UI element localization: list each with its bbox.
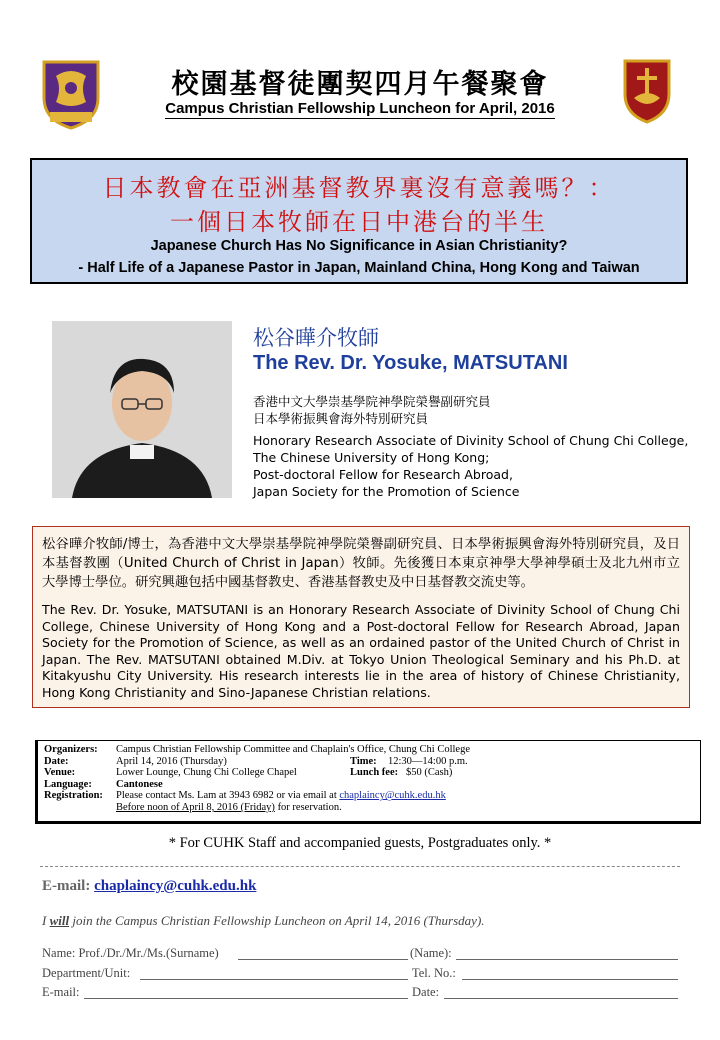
venue-value: Lower Lounge, Chung Chi College Chapel	[116, 767, 297, 779]
talk-title-en-line2: - Half Life of a Japanese Pastor in Japan, Mainland China, Hong Kong and Taiwan	[78, 260, 640, 276]
form-row-department	[42, 966, 682, 983]
registration-text: Please contact Ms. Lam at 3943 6982 or via email at	[116, 790, 337, 802]
deadline-date: Before noon of April 8, 2016 (Friday)	[116, 802, 275, 813]
talk-title-en-line1: Japanese Church Has No Significance in Asian Christianity?	[150, 238, 568, 254]
given-name-label: (Name):	[410, 946, 452, 960]
affiliation-line: The Chinese University of Hong Kong;	[253, 450, 490, 465]
department-label: Department/Unit:	[42, 966, 131, 980]
reply-email-link[interactable]: chaplaincy@cuhk.edu.hk	[94, 878, 257, 894]
deadline-value	[116, 802, 342, 814]
organizers-row	[44, 744, 471, 756]
date-field[interactable]	[444, 985, 678, 999]
date-field-label: Date:	[412, 985, 440, 999]
organizers-label: Organizers:	[44, 744, 98, 755]
affiliation-line: 香港中文大學崇基學院神學院榮譽副研究員	[253, 394, 491, 409]
reply-email-label: E-mail:	[42, 878, 91, 894]
department-field[interactable]	[140, 966, 408, 980]
email-field[interactable]	[84, 985, 408, 999]
bio-chinese: 松谷曄介牧師/博士，為香港中文大學崇基學院神學院榮譽副研究員、日本學術振興會海外特別研究員，及日本基督教團（United Church of Christ in Japan）牧師。先後獲日本東京神學大學神學碩士及北九州市立大學博士學位。研究興趣包括中國基督教史、香港基督教史及中日基督教交流史等。	[42, 537, 680, 590]
venue-label: Venue:	[44, 767, 76, 779]
registration-email-link[interactable]: chaplaincy@cuhk.edu.hk	[339, 790, 446, 802]
affiliation-line: Japan Society for the Promotion of Science	[253, 484, 520, 499]
speaker-affiliation-en	[253, 432, 688, 500]
affiliation-line: Post-doctoral Fellow for Research Abroad,	[253, 467, 513, 482]
chung-chi-crest-logo	[622, 58, 672, 124]
event-details-box	[35, 740, 701, 824]
deadline-suffix: for reservation.	[277, 802, 342, 813]
rsvp-pre: I	[42, 913, 50, 928]
tel-label: Tel. No.:	[412, 966, 456, 980]
talk-title-box	[30, 158, 688, 284]
lunch-fee-label: Lunch fee:	[350, 767, 399, 779]
email-field-label: E-mail:	[42, 985, 80, 999]
speaker-photo	[52, 321, 232, 498]
venue-row	[44, 767, 684, 779]
cuhk-crest-logo	[40, 58, 102, 130]
lunch-fee-value: $50 (Cash)	[406, 767, 453, 779]
organizers-value: Campus Christian Fellowship Committee and Chaplain's Office, Chung Chi College	[116, 744, 471, 755]
speaker-affiliation-zh	[253, 393, 491, 427]
registration-value	[116, 790, 446, 802]
registration-row	[44, 790, 446, 802]
surname-field[interactable]	[238, 946, 408, 960]
bio-english: The Rev. Dr. Yosuke, MATSUTANI is an Honorary Research Associate of Divinity School of Chung Chi College, Chinese University of Hong Kong and a Post-doctoral Fellow for Research Abroad, Japan Society for the Promotion of Science, as well as an ordained pastor of the United Church of Christ in Japan. The Rev. MATSUTANI obtained M.Div. at Tokyo Union Theological Seminary and his Ph.D. at Kitakyushu City University. His research interests lie in the area of history of Chinese Christianity, Hong Kong Christianity and Sino-Japanese Christian relations.	[42, 602, 680, 700]
language-row	[44, 778, 163, 791]
form-row-name	[42, 946, 682, 963]
speaker-name-english: The Rev. Dr. Yosuke, MATSUTANI	[253, 352, 568, 374]
speaker-name-chinese: 松谷曄介牧師	[253, 326, 379, 350]
eligibility-notice: * For CUHK Staff and accompanied guests, Postgraduates only. *	[168, 835, 552, 851]
name-field-label: Name: Prof./Dr./Mr./Ms.(Surname)	[42, 946, 219, 960]
language-label: Language:	[44, 778, 92, 790]
tel-field[interactable]	[462, 966, 678, 980]
date-value: April 14, 2016 (Thursday)	[116, 755, 227, 767]
talk-title-zh-line1: 日本教會在亞洲基督教界裏沒有意義嗎？：	[102, 174, 616, 202]
speaker-bio-box	[32, 526, 690, 708]
reply-email-line	[42, 878, 256, 895]
time-label: Time:	[350, 755, 377, 767]
talk-title-zh-line2: 一個日本牧師在日中港台的半生	[170, 208, 548, 236]
form-row-email	[42, 985, 682, 1002]
rsvp-post: join the Campus Christian Fellowship Luncheon on April 14, 2016 (Thursday).	[69, 913, 485, 928]
rsvp-statement	[42, 913, 485, 929]
affiliation-line: 日本學術振興會海外特別研究員	[253, 411, 429, 426]
cut-line-divider	[40, 866, 680, 867]
time-value: 12:30—14:00 p.m.	[388, 755, 468, 767]
language-value: Cantonese	[116, 778, 163, 790]
registration-label: Registration:	[44, 790, 103, 802]
date-row	[44, 756, 684, 768]
given-name-field[interactable]	[456, 946, 678, 960]
date-label: Date:	[44, 755, 69, 767]
page-title-chinese: 校園基督徒團契四月午餐聚會	[171, 69, 549, 100]
affiliation-line: Honorary Research Associate of Divinity School of Chung Chi College,	[253, 433, 689, 448]
rsvp-will: will	[49, 913, 70, 928]
page-title-english: Campus Christian Fellowship Luncheon for April, 2016	[165, 100, 555, 117]
